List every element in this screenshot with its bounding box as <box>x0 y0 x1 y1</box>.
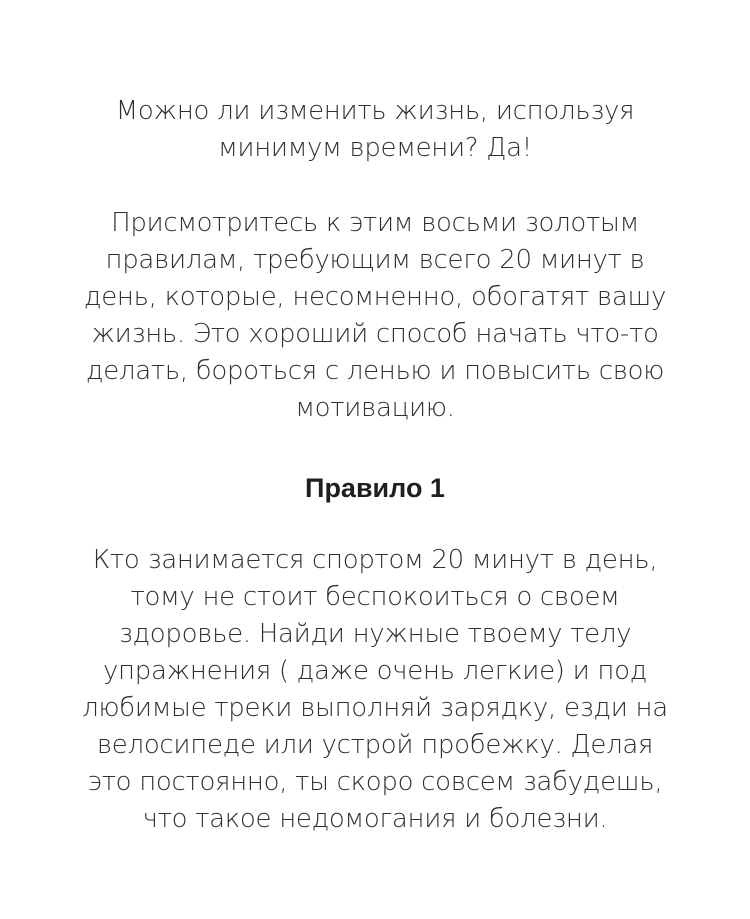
rule-line: Кто занимается спортом 20 минут в день, <box>92 545 658 575</box>
description-paragraph <box>40 205 710 427</box>
rule-line: упражнения ( даже очень легкие) и под <box>102 656 648 686</box>
rule-line: здоровье. Найди нужные твоему телу <box>118 619 632 649</box>
description-line: мотивацию. <box>295 393 455 423</box>
description-line: правилам, требующим всего 20 минут в <box>105 245 645 275</box>
rule-line: любимые треки выполняй зарядку, езди на <box>82 693 668 723</box>
description-line: Присмотритесь к этим восьми золотым <box>111 208 639 238</box>
rule-paragraph <box>40 542 710 838</box>
intro-paragraph <box>40 93 710 167</box>
intro-line: Можно ли изменить жизнь, используя <box>115 96 635 126</box>
description-line: делать, бороться с ленью и повысить свою <box>85 356 665 386</box>
rule-line: что такое недомогания и болезни. <box>142 804 608 834</box>
rule-line: это постоянно, ты скоро совсем забудешь, <box>87 767 663 797</box>
intro-line: минимум времени? Да! <box>218 133 532 163</box>
description-line: жизнь. Это хороший способ начать что-то <box>91 319 659 349</box>
rule-line: велосипеде или устрой пробежку. Делая <box>96 730 654 760</box>
description-line: день, которые, несомненно, обогатят вашу <box>83 282 667 312</box>
rule-line: тому не стоит беспокоиться о своем <box>130 582 620 612</box>
rule-heading: Правило 1 <box>305 473 445 503</box>
